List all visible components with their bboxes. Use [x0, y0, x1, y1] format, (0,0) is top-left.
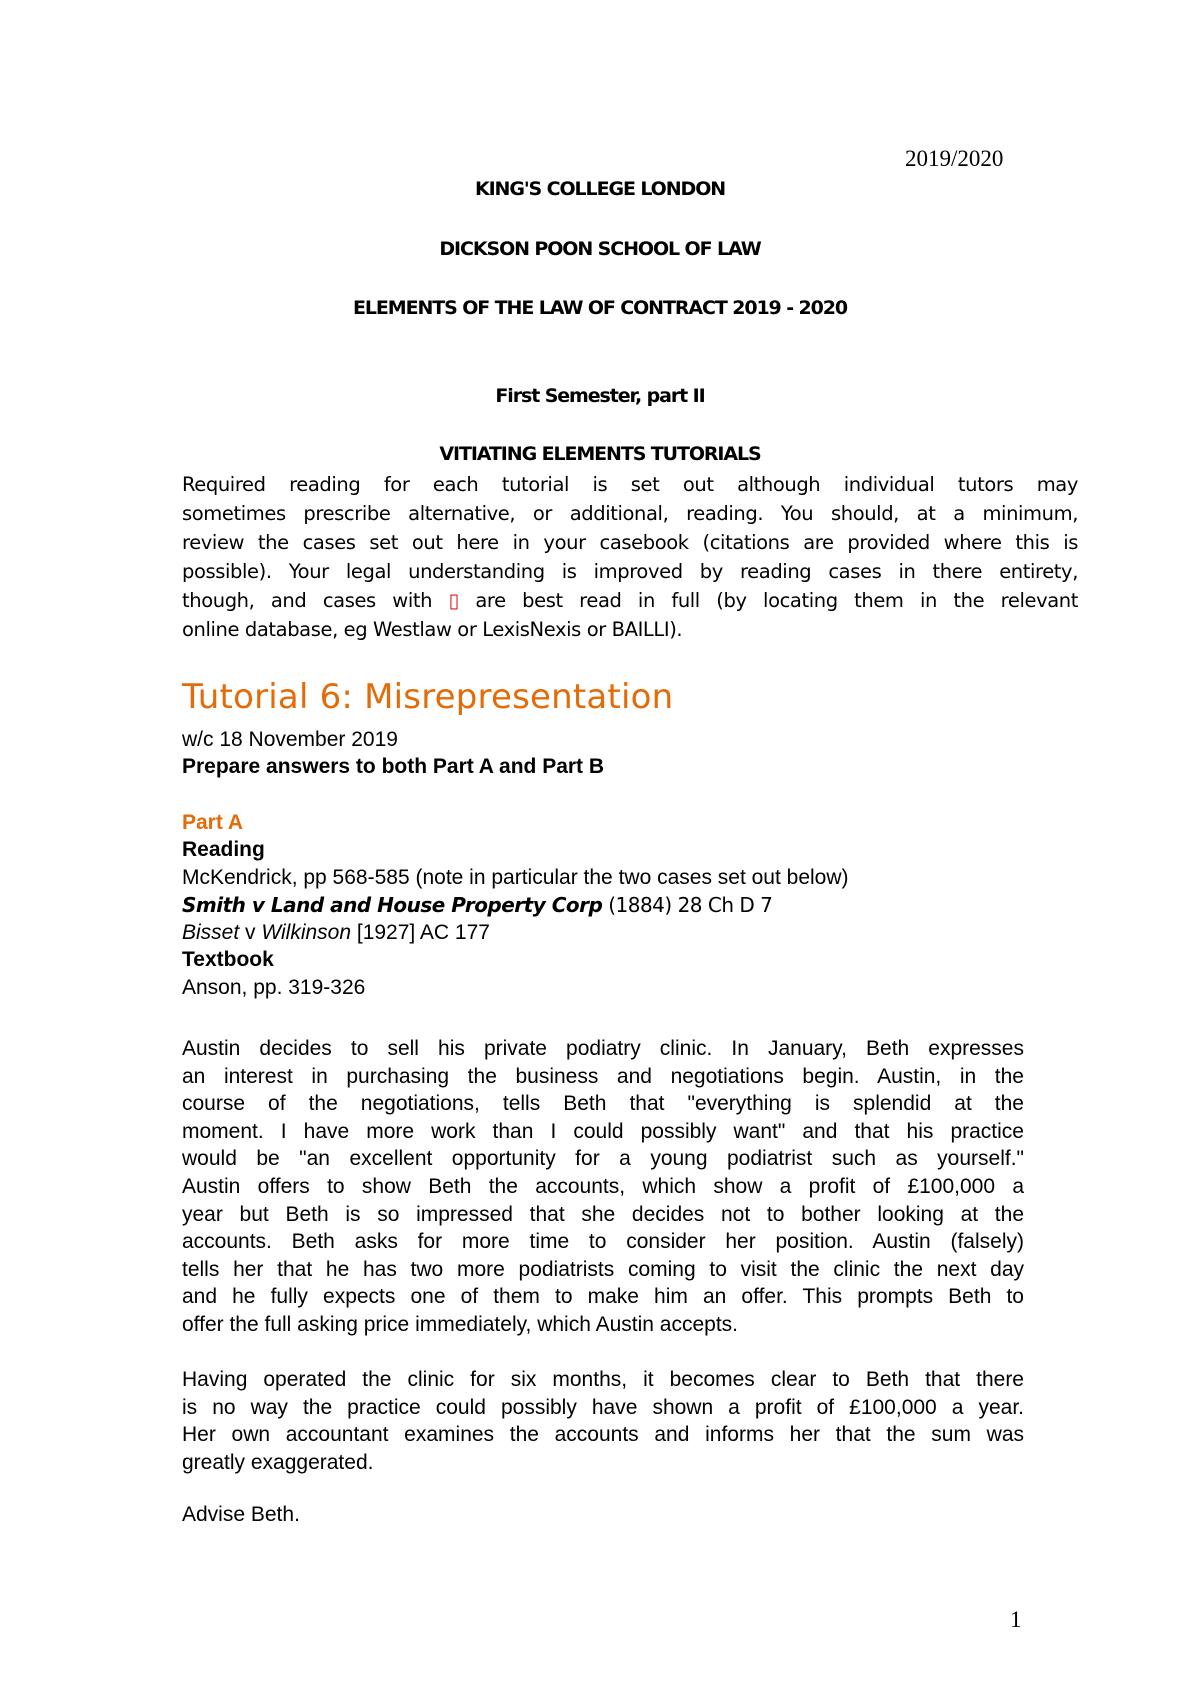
- case-citation: [182, 893, 772, 917]
- reading-text: McKendrick, pp 568-585 (note in particular the two cases set out below): [182, 866, 849, 889]
- institution-heading: KING'S COLLEGE LONDON: [474, 178, 726, 200]
- intro-line: [182, 586, 1078, 615]
- paragraph-line: year but Beth is so impressed that she decides not to bother looking at the: [182, 1202, 1024, 1226]
- tutorial-instruction: Prepare answers to both Part A and Part B: [182, 755, 605, 778]
- course-heading: ELEMENTS OF THE LAW OF CONTRACT 2019 - 2020: [353, 297, 847, 319]
- semester-heading: First Semester, part II: [495, 385, 705, 407]
- paragraph-line: an interest in purchasing the business and negotiations begin. Austin, in the: [182, 1064, 1024, 1088]
- paragraph-line: accounts. Beth asks for more time to consider her position. Austin (falsely): [182, 1230, 1024, 1254]
- intro-line-text: though, and cases with: [182, 589, 433, 612]
- problem-paragraph: [182, 1366, 1024, 1476]
- intro-paragraph: [182, 470, 1078, 644]
- paragraph-line: Austin decides to sell his private podiatry clinic. In January, Beth expresses: [182, 1037, 1024, 1060]
- tutorial-title: Tutorial 6: Misrepresentation: [182, 677, 674, 717]
- case-name: Bisset: [182, 921, 240, 944]
- paragraph-line: Having operated the clinic for six months, it becomes clear to Beth that there: [182, 1368, 1024, 1391]
- school-heading: DICKSON POON SCHOOL OF LAW: [439, 238, 761, 260]
- intro-line-text: are best read in full (by locating them in the relevant: [475, 589, 1078, 612]
- section-heading: VITIATING ELEMENTS TUTORIALS: [439, 443, 761, 465]
- page-number: 1: [1010, 1607, 1022, 1632]
- paragraph-line: greatly exaggerated.: [182, 1450, 374, 1474]
- case-name: Wilkinson: [261, 921, 352, 944]
- reading-label: Reading: [182, 838, 265, 861]
- case-reference: [1927] AC 177: [351, 921, 490, 944]
- intro-line: Required reading for each tutorial is set out although individual tutors may: [182, 473, 1078, 496]
- textbook-label: Textbook: [182, 948, 274, 971]
- paragraph-line: would be "an excellent opportunity for a young podiatrist such as yourself.": [182, 1147, 1024, 1171]
- paragraph-line: tells her that he has two more podiatrists coming to visit the clinic the next day: [182, 1257, 1024, 1281]
- case-citation: [182, 921, 490, 945]
- paragraph-line: course of the negotiations, tells Beth that "everything is splendid at the: [182, 1092, 1024, 1116]
- part-a-heading: Part A: [182, 811, 244, 834]
- intro-line: sometimes prescribe alternative, or additional, reading. You should, at a minimum,: [182, 502, 1078, 525]
- advise-instruction: Advise Beth.: [182, 1503, 300, 1526]
- academic-year: 2019/2020: [905, 146, 1004, 171]
- intro-line: online database, eg Westlaw or LexisNexis or BAILLI).: [182, 618, 683, 641]
- case-reference: (1884) 28 Ch D 7: [602, 893, 773, 917]
- tutorial-week: w/c 18 November 2019: [182, 728, 398, 751]
- paragraph-line: moment. I have more work than I could possibly want" and that his practice: [182, 1119, 1024, 1143]
- paragraph-line: and he fully expects one of them to make him an offer. This prompts Beth to: [182, 1285, 1024, 1309]
- intro-line: possible). Your legal understanding is improved by reading cases in there entirety,: [182, 560, 1078, 583]
- full-read-marker-icon: ▯: [448, 589, 459, 612]
- case-name: Smith v Land and House Property Corp: [182, 893, 603, 917]
- textbook-text: Anson, pp. 319-326: [182, 976, 366, 999]
- problem-paragraph: [182, 1035, 1024, 1339]
- paragraph-line: is no way the practice could possibly have shown a profit of £100,000 a year.: [182, 1395, 1024, 1419]
- paragraph-line: Austin offers to show Beth the accounts, which show a profit of £100,000 a: [182, 1174, 1024, 1198]
- case-versus: v: [239, 921, 262, 944]
- intro-line: review the cases set out here in your casebook (citations are provided where this is: [182, 531, 1078, 554]
- paragraph-line: Her own accountant examines the accounts and informs her that the sum was: [182, 1423, 1024, 1447]
- paragraph-line: offer the full asking price immediately, which Austin accepts.: [182, 1312, 738, 1336]
